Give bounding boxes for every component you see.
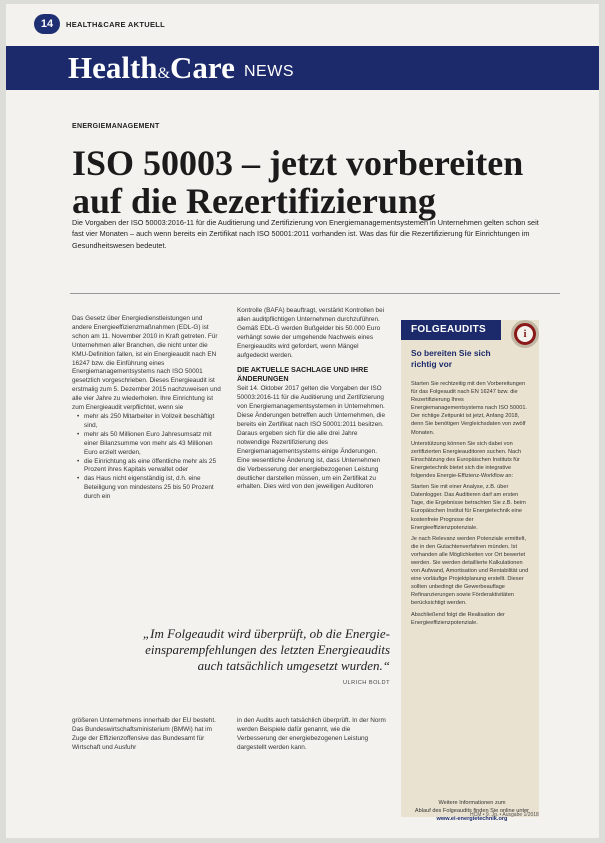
sidebar-subheading: So bereiten Sie sich richtig vor bbox=[411, 348, 491, 369]
quote-author: ULRICH BOLDT bbox=[342, 680, 390, 686]
sidebar-heading: FOLGEAUDITS bbox=[401, 320, 501, 340]
subheading: DIE AKTUELLE SACHLAGE UND IHRE ÄNDERUNGEN bbox=[237, 365, 369, 384]
col2-paragraph: Kontrolle (BAFA) beauftragt, verstärkt Kontrollen bei allen auditpflichtigen Unternehmen durchzuführen. Gemäß EDL-G werden Bußgelder bis 50.000 Euro verhängt sowie der umgehende Nachweis eines Energieaudits wird gefordert, wenn Mängel aufgedeckt werden. bbox=[237, 307, 385, 359]
body-column-3 bbox=[72, 717, 224, 753]
body-column-2 bbox=[237, 307, 387, 492]
magazine-page bbox=[6, 4, 599, 838]
article-lead: Die Vorgaben der ISO 50003:2016-11 für die Auditierung und Zertifizierung von Energiemanagementsystemen in Unternehmen gelten schon seit fast vier Monaten – auch wenn bereits ein Zertifikat nach ISO 50001:2011 vorhanden ist. Was das für die Rezertifizierung für Einrichtungen im Gesundheitswesen bedeutet. bbox=[72, 218, 539, 250]
col3-paragraph-2: Das Bundeswirtschaftsministerium (BMWi) hat im Zuge der Effizienzoffensive das Bundesamt für Wirtschaft und Ausfuhr bbox=[72, 725, 212, 751]
body-column-4 bbox=[237, 717, 387, 753]
info-glyph: i bbox=[517, 326, 533, 342]
page-footer: HCM • 9. Jg. • Ausgabe 1/2018 bbox=[470, 812, 539, 818]
col1-paragraph: Das Gesetz über Energiedienstleistungen und andere Energieeffizienzmaßnahmen (EDL-G) ist schon am 11. November 2010 in Kraft getreten. Für Unternehmen aller Branchen, die nicht unter die KMU-Definition fallen, ist ein Energieaudit nach EN 16247 bzw. die Einführung eines Energiemanagementsystems nach ISO 50001 gesetzlich vorgeschrieben. Dieses Energieaudit ist erstmalig zum 5. Dezember 2015 nachzuweisen und alle vier Jahre zu wiederholen. Ihre Einrichtung ist zum Energieaudit verpflichtet, wenn sie bbox=[72, 315, 221, 412]
sidebar-paragraph: Abschließend folgt die Realisation der Energieeffizienzpotenziale. bbox=[411, 611, 505, 626]
body-column-1 bbox=[72, 315, 224, 502]
info-badge-icon bbox=[511, 320, 539, 348]
brand-news: NEWS bbox=[244, 63, 294, 80]
sidebar-body bbox=[411, 380, 533, 630]
article-kicker: ENERGIEMANAGEMENT bbox=[72, 123, 160, 130]
title-line-2: auf die Rezertifizierung bbox=[72, 181, 436, 221]
criteria-list bbox=[72, 413, 224, 502]
section-label: HEALTH&CARE AKTUELL bbox=[66, 19, 166, 29]
sidebar-paragraph: Unterstützung können Sie sich dabei von zertifizierten Energieauditoren suchen. Nach Einschätzung des Europäischen Instituts für Energietechnik bietet sich die integrative folgendes Energie-Effizienz-Workflow an: bbox=[411, 440, 522, 480]
quote-line-2: einsparempfehlungen des letzten Energieaudits bbox=[145, 642, 390, 657]
page-header bbox=[34, 14, 165, 34]
list-item: • die Einrichtung als eine öffentliche mehr als 25 Prozent ihres Kapitals verwaltet oder bbox=[84, 458, 224, 476]
article-title bbox=[72, 144, 572, 220]
divider bbox=[70, 293, 560, 294]
brand-care: Care bbox=[170, 50, 235, 85]
info-link[interactable]: www.ei-energietechnik.org bbox=[436, 816, 508, 822]
sidebar-info bbox=[411, 799, 533, 823]
info-line-2: Ablauf des Folgeaudits finden Sie online unter bbox=[414, 808, 530, 814]
col4-paragraph: in den Audits auch tatsächlich überprüft. In der Norm werden Beispiele dafür genannt, wie die Verbesserung der energiebezogenen Leistung dargestellt werden kann. bbox=[237, 717, 386, 751]
brand-ampersand: & bbox=[157, 65, 171, 82]
info-line-1: Weitere Informationen zum bbox=[438, 800, 506, 806]
pull-quote bbox=[72, 626, 390, 674]
quote-line-1: „Im Folgeaudit wird überprüft, ob die Energie- bbox=[142, 626, 390, 641]
list-item: • das Haus nicht eigenständig ist, d.h. eine Beteiligung von mindestens 25 bis 50 Prozent durch ein bbox=[84, 475, 224, 502]
sidebar-box bbox=[401, 320, 539, 822]
title-line-1: ISO 50003 – jetzt vorbereiten bbox=[72, 143, 524, 183]
list-item: • mehr als 50 Millionen Euro Jahresumsatz mit einer Bilanzsumme von mehr als 43 Millionen Euro erzielt werden, bbox=[84, 431, 224, 458]
sidebar-paragraph: Starten Sie mit einer Analyse, z.B. über Datenlogger. Das Auditieren darf am ersten Tage, die Ergebnisse betrachten Sie z.B. beim Europäischen Institut für Energietechnik eine kostenfreie Prognose der Energieeffizienzpotenziale. bbox=[411, 484, 526, 531]
page-number-badge: 14 bbox=[34, 14, 60, 34]
brand-logo bbox=[68, 50, 235, 86]
sidebar-paragraph: Starten Sie rechtzeitig mit den Vorbereitungen für das Folgeaudit nach EN 16247 bzw. die Rezertifizierung Ihres Energiemanagementsystems nach ISO 50001. Der richtige Zeitpunkt ist jetzt, Anfang 2018, denn Sie benötigen Vergleichsdaten von zwölf Monaten. bbox=[411, 381, 527, 436]
col3-paragraph-1: größeren Unternehmens innerhalb der EU besteht. bbox=[72, 717, 216, 724]
masthead-banner bbox=[6, 46, 599, 90]
col2-paragraph-2: Seit 14. Oktober 2017 gelten die Vorgaben der ISO 50003:2016-11 für die Auditierung und Zertifizierung von Energiemanagementsystemen in Unternehmen. Diese Änderungen betreffen auch Unternehmen, die bereits ein Zertifikat nach ISO 50001:2011 besitzen. Daraus ergeben sich für die alle drei Jahre notwendige Rezertifizierung des Energiemanagementsystems einige Änderungen. Eine wesentliche Änderung ist, dass Unternehmen die Verbesserung der energiebezogenen Leistung deutlicher darstellen müssen, um ein Zertifikat zu erhalten. Dies wird von den jeweiligen Auditoren bbox=[237, 385, 386, 491]
sidebar-paragraph: Je nach Relevanz werden Potenziale ermittelt, die in den Gutachtenverfahren münden. Ist vorhanden alle Möglichkeiten vor Ort bewertet werden. Sie werden detaillierte Kalkulationen von Aufwand, Amortisation und Rentabilität und eine vorläufige Projektplanung erstellt. Dieser sollten unbedingt die Gewerbeauflage Refinanzierungen sowie Förderaktivitäten berücksichtigt werden. bbox=[411, 535, 529, 607]
quote-line-3: auch tatsächlich umgesetzt wurden.“ bbox=[197, 658, 390, 673]
brand-health: Health bbox=[68, 50, 158, 85]
list-item: • mehr als 250 Mitarbeiter in Vollzeit beschäftigt sind, bbox=[84, 413, 224, 431]
